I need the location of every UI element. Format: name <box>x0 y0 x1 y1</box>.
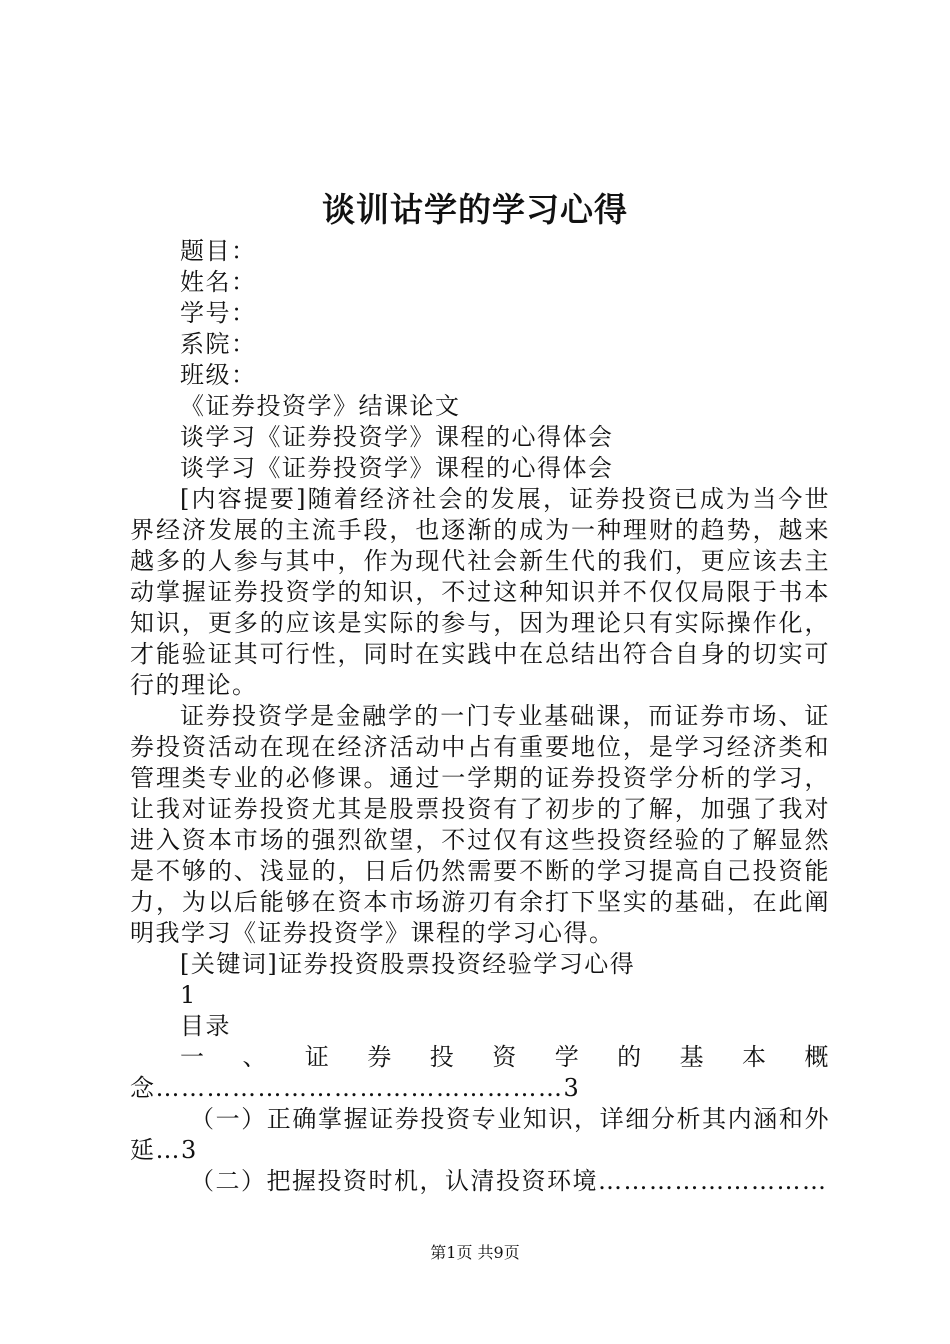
page-footer: 第1页 共9页 <box>430 1243 520 1262</box>
field-department: 系院： <box>180 330 257 358</box>
field-name: 姓名： <box>180 268 257 296</box>
paper-type-line: 《证券投资学》结课论文 <box>180 392 461 420</box>
field-student-id: 学号： <box>180 299 257 327</box>
toc-entry: 一、证券投资学的基本概念…………………………………………3 <box>130 1043 830 1102</box>
toc-entry: （一）正确掌握证券投资专业知识，详细分析其内涵和外延…3 <box>130 1105 830 1164</box>
document-title: 谈训诂学的学习心得 <box>322 190 628 229</box>
abstract-paragraph: [内容提要]随着经济社会的发展，证券投资已成为当今世界经济发展的主流手段，也逐渐的成为一种理财的趋势，越来越多的人参与其中，作为现代社会新生代的我们，更应该去主动掌握证券投资学的知识，不过这种知识并不仅仅局限于书本知识，更多的应该是实际的参与，因为理论只有实际操作化，才能验证其可行性，同时在实践中在总结出符合自身的切实可行的理论。 <box>130 485 830 699</box>
subtitle-line-2: 谈学习《证券投资学》课程的心得体会 <box>180 454 614 482</box>
page-number-text: 1 <box>180 981 197 1009</box>
keywords-line: [关键词]证券投资股票投资经验学习心得 <box>180 950 636 978</box>
intro-paragraph: 证券投资学是金融学的一门专业基础课，而证券市场、证券投资活动在现在经济活动中占有重要地位，是学习经济类和管理类专业的必修课。通过一学期的证券投资学分析的学习，让我对证券投资尤其是股票投资有了初步的了解，加强了我对进入资本市场的强烈欲望，不过仅有这些投资经验的了解显然是不够的、浅显的，日后仍然需要不断的学习提高自己投资能力，为以后能够在资本市场游刃有余打下坚实的基础，在此阐明我学习《证券投资学》课程的学习心得。 <box>130 702 830 947</box>
toc-entry: （二）把握投资时机，认清投资环境……………………… <box>190 1167 828 1195</box>
field-class: 班级： <box>180 361 257 389</box>
field-topic: 题目： <box>180 237 257 265</box>
document-body <box>130 236 830 1197</box>
subtitle-line-1: 谈学习《证券投资学》课程的心得体会 <box>180 423 614 451</box>
toc-heading: 目录 <box>180 1012 231 1040</box>
